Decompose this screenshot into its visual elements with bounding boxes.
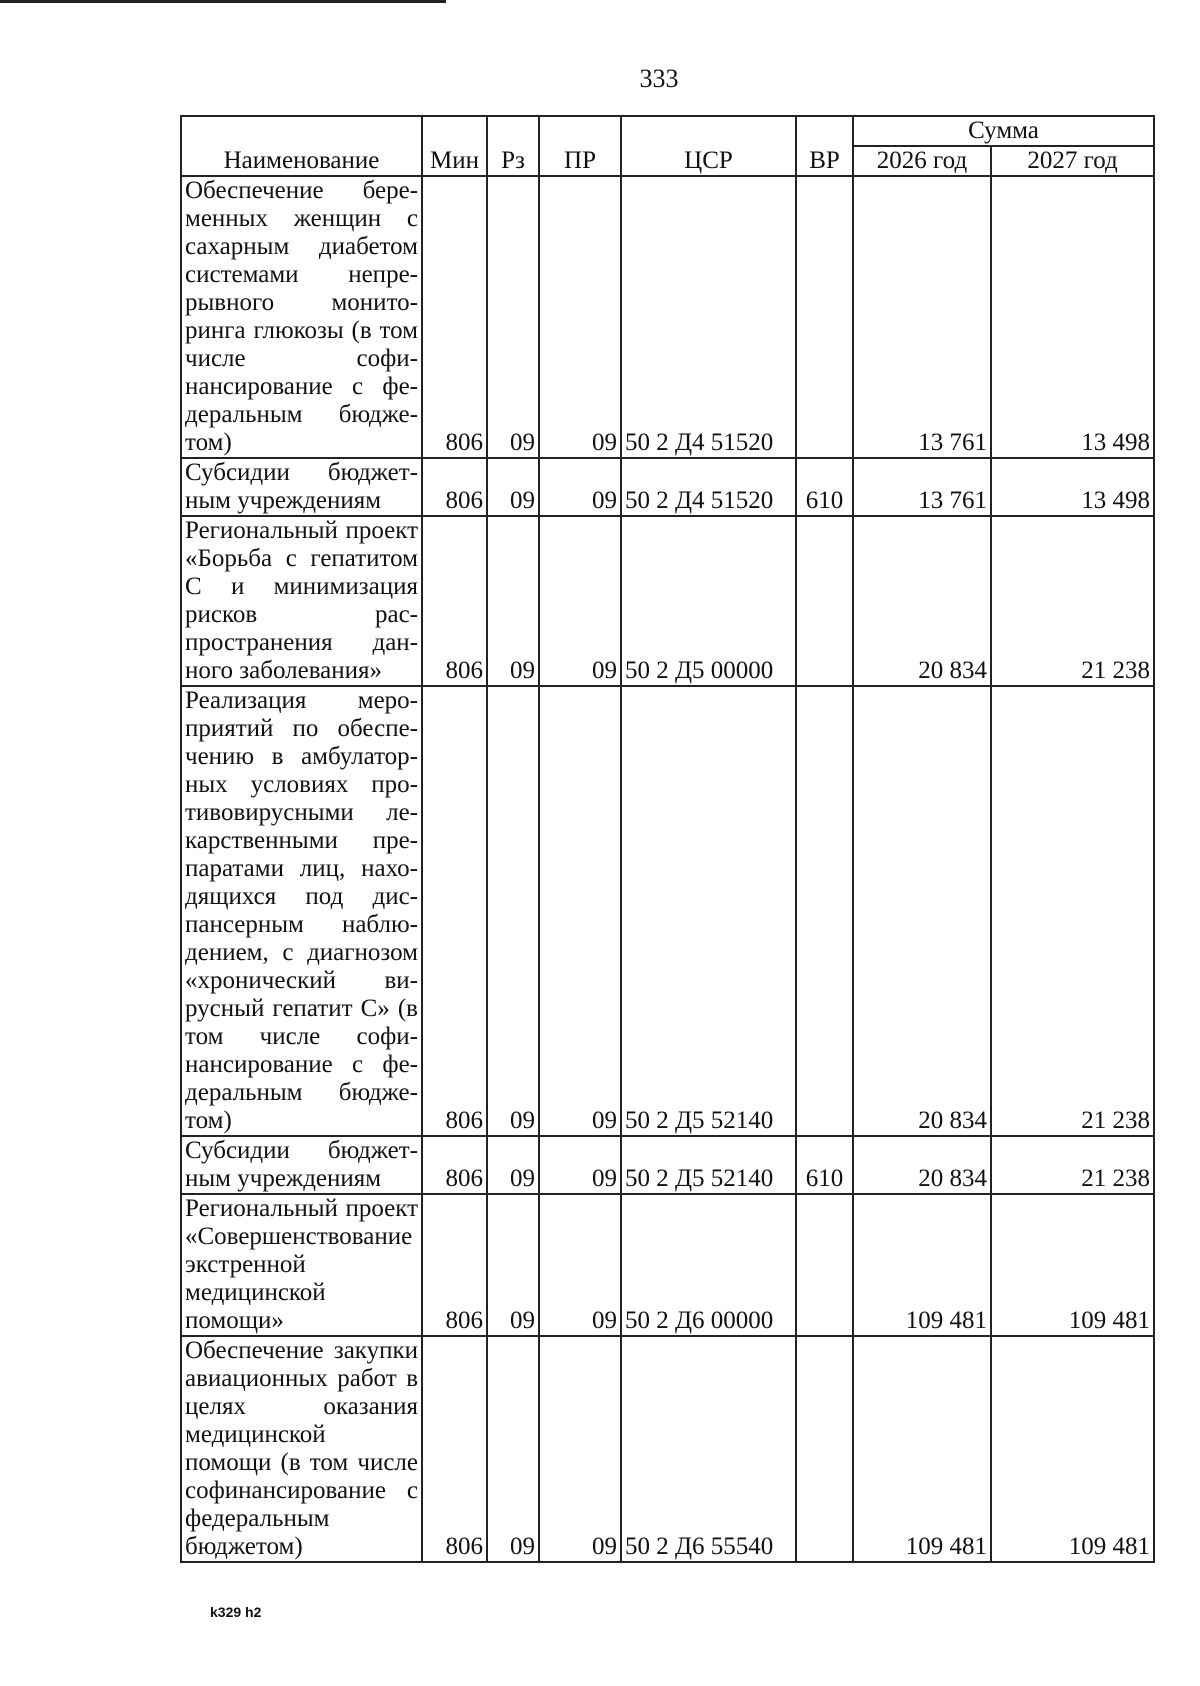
row-rz: 09 bbox=[487, 1336, 539, 1562]
row-name: Субсидии бюджетным учреждениям bbox=[181, 458, 422, 516]
row-amount-2026: 20 834 bbox=[853, 1136, 991, 1194]
header-year-2027: 2027 год bbox=[991, 146, 1154, 176]
row-amount-2027: 109 481 bbox=[991, 1194, 1154, 1336]
row-pr: 09 bbox=[539, 1136, 621, 1194]
table-row bbox=[181, 686, 1154, 1136]
table-row bbox=[181, 516, 1154, 686]
row-amount-2026: 13 761 bbox=[853, 458, 991, 516]
row-min: 806 bbox=[422, 1136, 487, 1194]
row-amount-2027: 109 481 bbox=[991, 1336, 1154, 1562]
row-csr: 50 2 Д5 52140 bbox=[621, 1136, 796, 1194]
row-rz: 09 bbox=[487, 458, 539, 516]
row-pr: 09 bbox=[539, 176, 621, 458]
row-amount-2027: 21 238 bbox=[991, 516, 1154, 686]
header-year-2026: 2026 год bbox=[853, 146, 991, 176]
row-min: 806 bbox=[422, 458, 487, 516]
row-vr bbox=[796, 686, 853, 1136]
row-pr: 09 bbox=[539, 516, 621, 686]
row-name: Региональный проект «Совершенствование экстренной медицинской помощи» bbox=[181, 1194, 422, 1336]
table-row bbox=[181, 458, 1154, 516]
row-rz: 09 bbox=[487, 516, 539, 686]
row-csr: 50 2 Д5 00000 bbox=[621, 516, 796, 686]
budget-table bbox=[180, 115, 1155, 1563]
row-min: 806 bbox=[422, 686, 487, 1136]
row-amount-2027: 13 498 bbox=[991, 176, 1154, 458]
row-amount-2027: 13 498 bbox=[991, 458, 1154, 516]
row-csr: 50 2 Д6 00000 bbox=[621, 1194, 796, 1336]
row-vr bbox=[796, 176, 853, 458]
row-name: Региональный проект «Борьба с гепатитом С и минимизация рисков распространения данного заболевания» bbox=[181, 516, 422, 686]
row-name: Обеспечение закупки авиационных работ в целях оказания медицинской помощи (в том числе софинансирование с федеральным бюджетом) bbox=[181, 1336, 422, 1562]
row-vr bbox=[796, 1194, 853, 1336]
page-number: 333 bbox=[639, 64, 679, 93]
row-csr: 50 2 Д6 55540 bbox=[621, 1336, 796, 1562]
header-sum: Сумма bbox=[853, 116, 1154, 146]
row-name: Обеспечение беременных женщин с сахарным диабетом системами непрерывного мониторинга глюкозы (в том числе софинансирование с федеральным бюджетом) bbox=[181, 176, 422, 458]
row-pr: 09 bbox=[539, 686, 621, 1136]
row-min: 806 bbox=[422, 1194, 487, 1336]
table-row bbox=[181, 176, 1154, 458]
row-name: Реализация мероприятий по обеспечению в амбулаторных условиях противовирусными лекарственными препаратами лиц, находящихся под диспансерным наблюдением, с диагнозом «хронический вирусный гепатит С» (в том числе софинансирование с федеральным бюджетом) bbox=[181, 686, 422, 1136]
row-min: 806 bbox=[422, 1336, 487, 1562]
row-vr bbox=[796, 1336, 853, 1562]
row-amount-2026: 13 761 bbox=[853, 176, 991, 458]
row-csr: 50 2 Д5 52140 bbox=[621, 686, 796, 1136]
row-rz: 09 bbox=[487, 176, 539, 458]
row-pr: 09 bbox=[539, 1194, 621, 1336]
row-amount-2026: 109 481 bbox=[853, 1194, 991, 1336]
table-row bbox=[181, 1336, 1154, 1562]
header-rz: Рз bbox=[487, 116, 539, 176]
row-csr: 50 2 Д4 51520 bbox=[621, 458, 796, 516]
header-name: Наименование bbox=[181, 116, 422, 176]
header-vr: ВР bbox=[796, 116, 853, 176]
row-vr bbox=[796, 516, 853, 686]
header-pr: ПР bbox=[539, 116, 621, 176]
row-name: Субсидии бюджетным учреждениям bbox=[181, 1136, 422, 1194]
row-min: 806 bbox=[422, 176, 487, 458]
row-amount-2027: 21 238 bbox=[991, 686, 1154, 1136]
row-min: 806 bbox=[422, 516, 487, 686]
row-vr: 610 bbox=[796, 458, 853, 516]
header-min: Мин bbox=[422, 116, 487, 176]
footer-code: k329 h2 bbox=[210, 1604, 262, 1620]
top-rule bbox=[0, 0, 446, 3]
row-amount-2026: 109 481 bbox=[853, 1336, 991, 1562]
row-amount-2026: 20 834 bbox=[853, 516, 991, 686]
row-pr: 09 bbox=[539, 1336, 621, 1562]
table-row bbox=[181, 1136, 1154, 1194]
row-rz: 09 bbox=[487, 686, 539, 1136]
row-pr: 09 bbox=[539, 458, 621, 516]
table-row bbox=[181, 1194, 1154, 1336]
row-rz: 09 bbox=[487, 1194, 539, 1336]
row-vr: 610 bbox=[796, 1136, 853, 1194]
row-csr: 50 2 Д4 51520 bbox=[621, 176, 796, 458]
row-rz: 09 bbox=[487, 1136, 539, 1194]
header-csr: ЦСР bbox=[621, 116, 796, 176]
row-amount-2027: 21 238 bbox=[991, 1136, 1154, 1194]
row-amount-2026: 20 834 bbox=[853, 686, 991, 1136]
